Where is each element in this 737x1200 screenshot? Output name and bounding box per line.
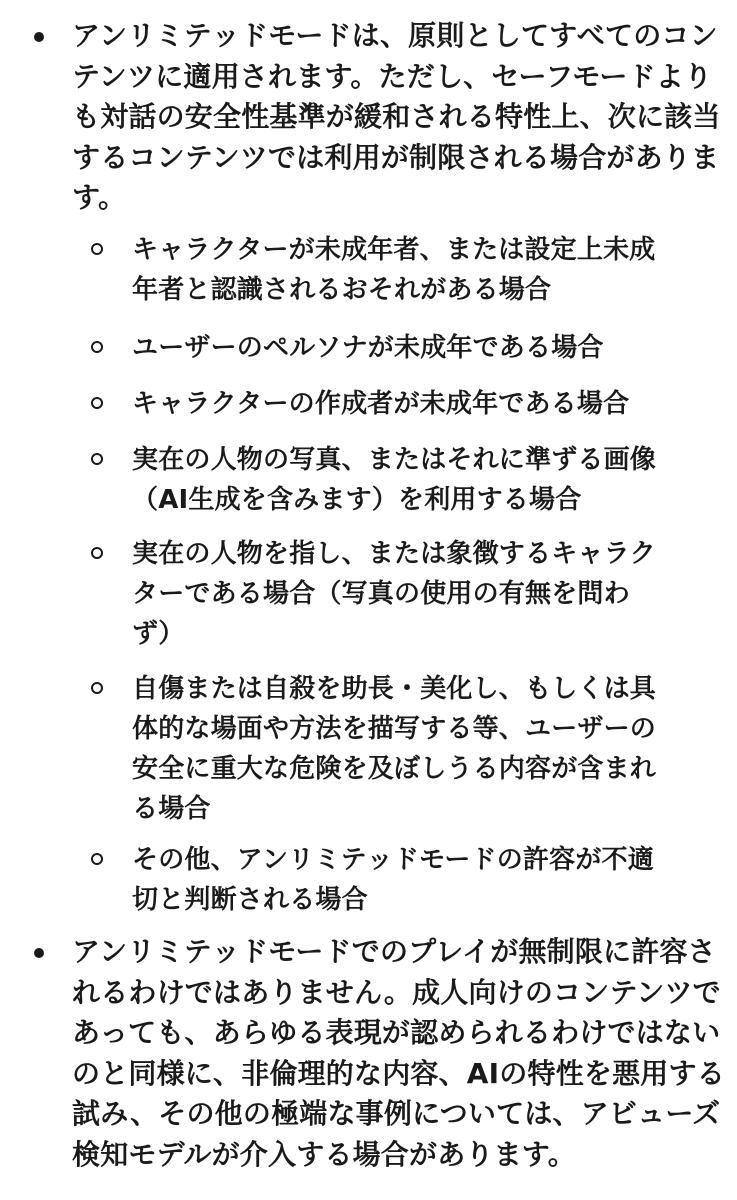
sub-item-line: 体的な場面や方法を描写する等、ユーザーの: [132, 714, 657, 744]
sub-item-3: [132, 384, 629, 424]
sub-item-line: る場合: [132, 794, 211, 824]
bullet-circle-icon: [91, 397, 103, 409]
sub-item-1: [132, 230, 655, 310]
bullet-paragraph-1: [72, 16, 721, 219]
paragraph-line: れるわけではありません。成人向けのコンテンツで: [72, 975, 721, 1009]
sub-item-5: [132, 534, 656, 654]
sub-item-line: （AI生成を含みます）を利用する場合: [132, 485, 582, 515]
paragraph-line: す。: [72, 181, 127, 214]
paragraph-line: あっても、あらゆる表現が認められるわけではない: [72, 1016, 721, 1049]
sub-item-line: ターである場合（写真の使用の有無を問わ: [132, 579, 630, 609]
paragraph-line: アンリミテッドモードでのプレイが無制限に許容さ: [72, 935, 716, 968]
bullet-disc-icon: [34, 32, 44, 42]
bullet-circle-icon: [91, 853, 103, 865]
bullet-circle-icon: [91, 341, 103, 353]
bullet-circle-icon: [91, 547, 103, 559]
sub-item-line: その他、アンリミテッドモードの許容が不適: [132, 845, 654, 875]
paragraph-line: テンツに適用されます。ただし、セーフモードより: [72, 59, 713, 93]
sub-item-line: 実在の人物の写真、またはそれに準ずる画像: [132, 445, 657, 475]
bullet-disc-icon: [34, 948, 44, 958]
paragraph-line: も対話の安全性基準が緩和される特性上、次に該当: [72, 100, 721, 133]
sub-item-6: [132, 669, 656, 829]
sub-item-line: 切と判断される場合: [132, 885, 368, 915]
sub-item-line: ず）: [132, 619, 185, 649]
sub-item-line: キャラクターの作成者が未成年である場合: [132, 389, 630, 419]
paragraph-line: 検知モデルが介入する場合があります。: [72, 1137, 576, 1171]
sub-item-line: キャラクターが未成年者、または設定上未成: [132, 235, 656, 265]
sub-item-line: 自傷または自殺を助長・美化し、もしくは具: [132, 674, 657, 704]
bullet-circle-icon: [91, 243, 103, 255]
paragraph-line: のと同様に、非倫理的な内容、AIの特性を悪用する: [72, 1056, 725, 1090]
paragraph-line: 試み、その他の極端な事例については、アビューズ: [72, 1097, 721, 1130]
sub-item-4: [132, 440, 656, 520]
bullet-circle-icon: [91, 453, 103, 465]
sub-item-line: 年者と認識されるおそれがある場合: [132, 275, 552, 305]
sub-item-line: ユーザーのペルソナが未成年である場合: [132, 333, 604, 363]
sub-item-line: 実在の人物を指し、または象徴するキャラク: [132, 539, 657, 569]
bullet-circle-icon: [91, 682, 103, 694]
sub-item-2: [132, 328, 604, 368]
bullet-paragraph-2: [72, 932, 725, 1175]
paragraph-line: するコンテンツでは利用が制限される場合がありま: [72, 140, 720, 174]
sub-item-line: 安全に重大な危険を及ぼしうる内容が含まれ: [132, 754, 657, 784]
sub-item-7: [132, 840, 654, 920]
paragraph-line: アンリミテッドモードは、原則としてすべてのコン: [72, 19, 718, 52]
